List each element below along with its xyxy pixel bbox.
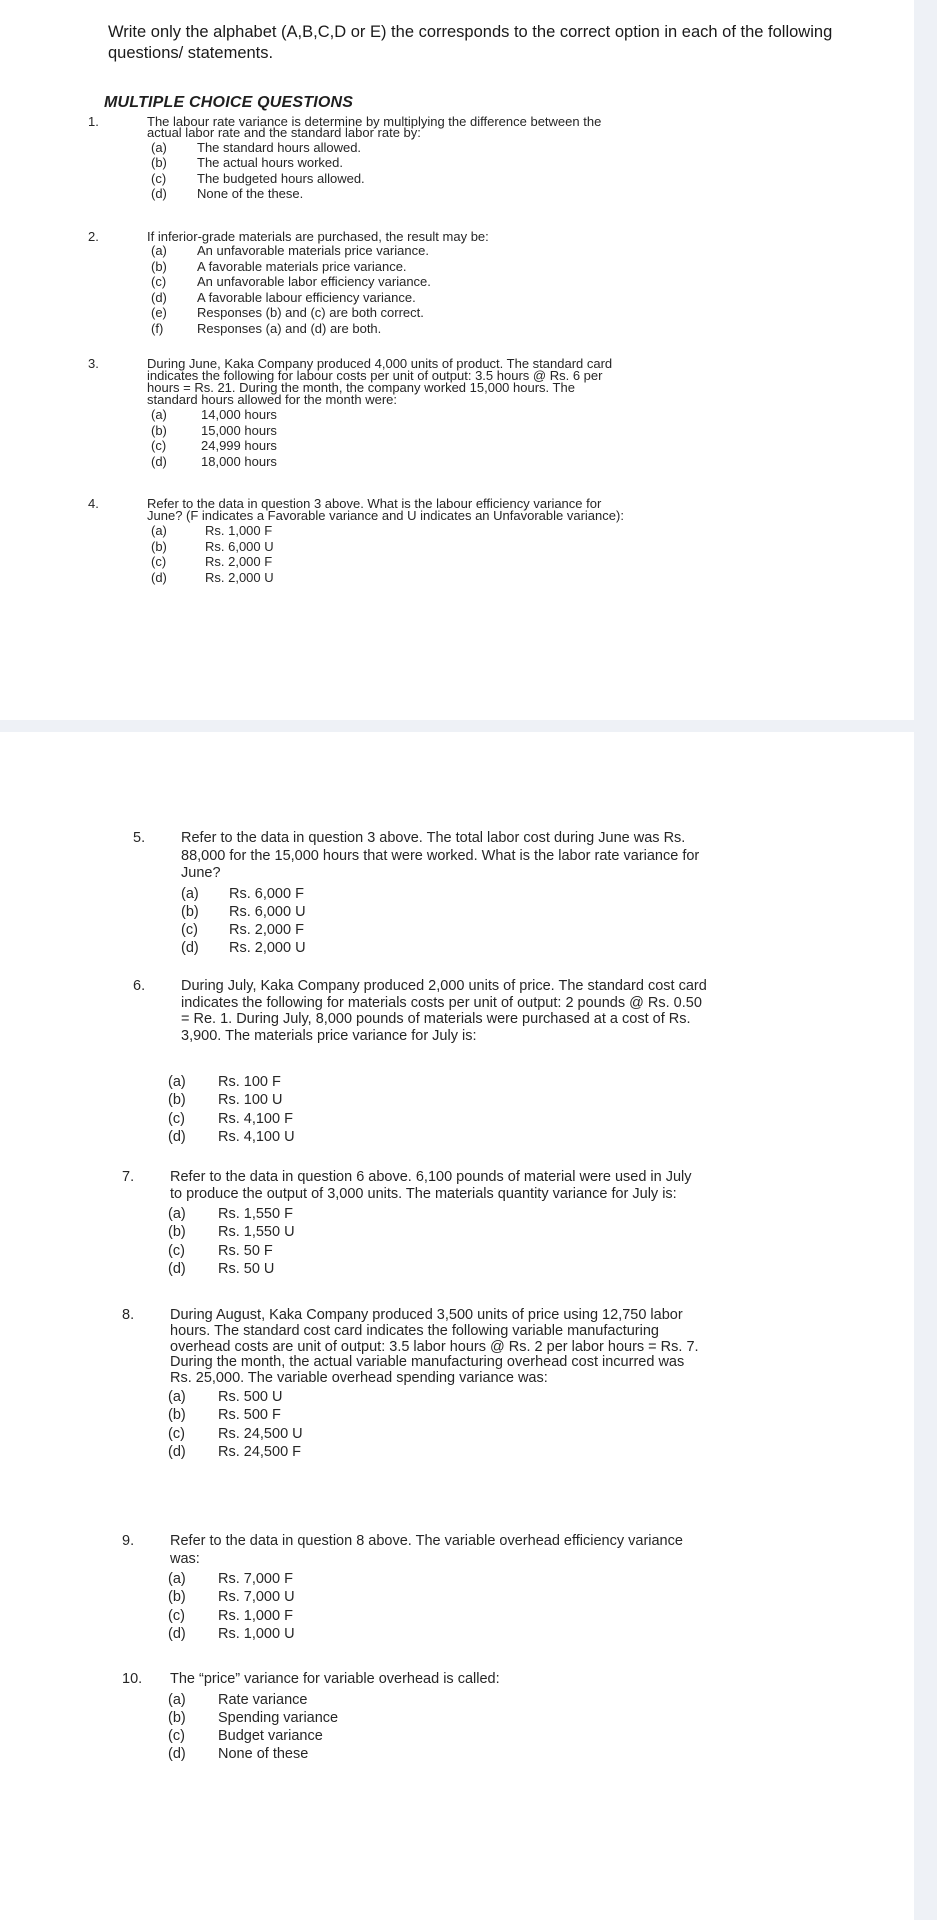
option-text: Spending variance xyxy=(218,1709,339,1726)
question-text-line: 3,900. The materials price variance for July is: xyxy=(181,1027,477,1044)
question-text-line: overhead costs are unit of output: 3.5 labor hours @ Rs. 2 per labor hours = Rs. 7. xyxy=(170,1338,699,1355)
option-text: Rs. 1,000 F xyxy=(218,1607,293,1624)
option-label: (c) xyxy=(151,438,167,453)
question-number: 3. xyxy=(88,356,99,371)
option-text: Rs. 2,000 F xyxy=(229,922,304,939)
question-number: 4. xyxy=(88,496,99,511)
option-label: (a) xyxy=(181,885,199,902)
option-text: Rs. 1,000 F xyxy=(205,523,273,538)
question-text-line: If inferior-grade materials are purchased, the result may be: xyxy=(147,229,489,244)
option-text: Rs. 1,000 U xyxy=(218,1625,295,1642)
option-label: (d) xyxy=(168,1625,186,1642)
option-label: (c) xyxy=(168,1728,185,1745)
option-text: Rs. 7,000 U xyxy=(218,1589,295,1606)
option-text: An unfavorable labor efficiency variance. xyxy=(197,274,431,290)
instructions-header: Write only the alphabet (A,B,C,D or E) the corresponds to the correct option in each of the following questions/ statements. xyxy=(108,23,833,62)
option-label: (f) xyxy=(151,320,164,336)
option-label: (a) xyxy=(151,139,167,155)
option-label: (d) xyxy=(151,186,167,202)
question-text-line: The “price” variance for variable overhead is called: xyxy=(170,1671,500,1687)
option-text: A favorable materials price variance. xyxy=(197,258,407,274)
option-text: The actual hours worked. xyxy=(197,155,343,171)
option-text: Rs. 100 F xyxy=(218,1074,281,1090)
question-text-line: indicates the following for materials costs per unit of output: 2 pounds @ Rs. 0.50 xyxy=(181,994,702,1011)
question-text-line: 88,000 for the 15,000 hours that were worked. What is the labor rate variance for xyxy=(181,847,700,864)
question-number: 2. xyxy=(88,229,99,244)
option-text: Rs. 500 U xyxy=(218,1389,283,1405)
option-label: (d) xyxy=(151,289,167,305)
option-label: (a) xyxy=(168,1389,186,1405)
option-text: 14,000 hours xyxy=(201,407,277,422)
option-text: None of these xyxy=(218,1746,309,1763)
option-text: The standard hours allowed. xyxy=(197,139,362,155)
option-text: Rs. 6,000 U xyxy=(229,903,306,920)
option-label: (c) xyxy=(181,922,198,939)
option-label: (d) xyxy=(168,1128,186,1145)
option-label: (a) xyxy=(151,243,167,259)
option-label: (a) xyxy=(168,1206,186,1222)
scanned-page-1 xyxy=(0,0,914,720)
option-text: Rs. 50 U xyxy=(218,1260,275,1277)
option-label: (b) xyxy=(151,538,167,554)
option-text: Rs. 6,000 F xyxy=(229,885,304,902)
option-text: Rs. 50 F xyxy=(218,1242,273,1259)
question-text-line: hours = Rs. 21. During the month, the company worked 15,000 hours. The xyxy=(147,380,575,395)
option-label: (c) xyxy=(168,1110,185,1127)
option-label: (c) xyxy=(151,554,167,569)
question-number: 6. xyxy=(133,978,146,994)
option-label: (b) xyxy=(151,422,167,438)
option-text: The budgeted hours allowed. xyxy=(197,170,365,186)
option-label: (a) xyxy=(151,523,167,538)
question-text-line: During June, Kaka Company produced 4,000 units of product. The standard card xyxy=(147,356,613,371)
question-text-line: to produce the output of 3,000 units. The materials quantity variance for July is: xyxy=(170,1186,677,1202)
option-text: An unfavorable materials price variance. xyxy=(197,243,429,259)
option-text: Rs. 7,000 F xyxy=(218,1571,293,1587)
scanned-page-2 xyxy=(0,732,914,1920)
question-text-line: During July, Kaka Company produced 2,000 units of price. The standard cost card xyxy=(181,978,707,994)
question-text-line: standard hours allowed for the month were: xyxy=(147,392,398,407)
question-text-line: The labour rate variance is determine by multiplying the difference between the xyxy=(147,114,602,129)
option-label: (b) xyxy=(168,1092,186,1109)
question-number: 5. xyxy=(133,830,146,846)
option-label: (d) xyxy=(181,940,199,957)
question-number: 9. xyxy=(122,1533,135,1549)
question-number: 7. xyxy=(122,1169,135,1185)
option-label: (d) xyxy=(168,1746,186,1763)
question-text-line: June? xyxy=(181,865,221,881)
option-text: 15,000 hours xyxy=(201,422,277,438)
question-text-line: Refer to the data in question 3 above. The total labor cost during June was Rs. xyxy=(181,830,686,846)
question-text-line: Refer to the data in question 3 above. What is the labour efficiency variance for xyxy=(147,496,602,511)
option-label: (b) xyxy=(168,1407,186,1424)
option-label: (c) xyxy=(151,170,167,186)
option-label: (c) xyxy=(168,1425,185,1442)
option-label: (b) xyxy=(168,1709,186,1726)
section-title: MULTIPLE CHOICE QUESTIONS xyxy=(104,94,354,111)
option-text: Rate variance xyxy=(218,1691,308,1708)
option-text: Rs. 2,000 U xyxy=(205,569,274,585)
option-text: 24,999 hours xyxy=(201,438,277,453)
option-text: Responses (b) and (c) are both correct. xyxy=(197,305,424,321)
option-text: A favorable labour efficiency variance. xyxy=(197,289,416,305)
option-label: (a) xyxy=(168,1571,186,1587)
option-text: Responses (a) and (d) are both. xyxy=(197,320,382,336)
option-text: Rs. 6,000 U xyxy=(205,538,274,554)
question-text-line: was: xyxy=(170,1550,200,1567)
option-label: (c) xyxy=(168,1242,185,1259)
option-label: (a) xyxy=(151,407,167,422)
option-text: Rs. 1,550 F xyxy=(218,1206,293,1222)
option-label: (c) xyxy=(151,274,167,290)
question-text-line: hours. The standard cost card indicates the following variable manufacturing xyxy=(170,1322,659,1339)
question-text-line: June? (F indicates a Favorable variance and U indicates an Unfavorable variance): xyxy=(147,508,624,523)
option-text: None of the these. xyxy=(197,186,304,202)
option-text: Rs. 1,550 U xyxy=(218,1224,295,1241)
question-text-line: During the month, the actual variable manufacturing overhead cost incurred was xyxy=(170,1354,685,1371)
option-label: (a) xyxy=(168,1691,186,1708)
question-number: 1. xyxy=(88,114,99,129)
question-text-line: = Re. 1. During July, 8,000 pounds of materials were purchased at a cost of Rs. xyxy=(181,1011,691,1027)
option-label: (c) xyxy=(168,1607,185,1624)
option-text: Rs. 2,000 F xyxy=(205,554,273,569)
option-label: (d) xyxy=(151,569,167,585)
option-label: (b) xyxy=(151,258,167,274)
option-text: Rs. 24,500 F xyxy=(218,1443,302,1460)
option-label: (d) xyxy=(151,453,167,469)
question-text-line: actual labor rate and the standard labor rate by: xyxy=(147,125,421,141)
question-text-line: Rs. 25,000. The variable overhead spending variance was: xyxy=(170,1370,548,1387)
option-label: (b) xyxy=(168,1589,186,1606)
question-text-line: indicates the following for labour costs per unit of output: 3.5 hours @ Rs. 6 per xyxy=(147,368,603,383)
option-label: (b) xyxy=(168,1224,186,1241)
option-text: Rs. 4,100 U xyxy=(218,1128,295,1145)
option-text: 18,000 hours xyxy=(201,453,277,469)
option-text: Rs. 100 U xyxy=(218,1092,283,1109)
question-number: 10. xyxy=(122,1671,143,1687)
question-text-line: Refer to the data in question 8 above. The variable overhead efficiency variance xyxy=(170,1533,683,1549)
option-text: Rs. 500 F xyxy=(218,1407,281,1424)
option-label: (b) xyxy=(181,903,199,920)
question-text-line: During August, Kaka Company produced 3,500 units of price using 12,750 labor xyxy=(170,1307,683,1323)
option-label: (e) xyxy=(151,305,167,321)
option-text: Rs. 24,500 U xyxy=(218,1425,303,1442)
option-label: (d) xyxy=(168,1260,186,1277)
option-label: (b) xyxy=(151,155,167,171)
question-number: 8. xyxy=(122,1307,135,1323)
question-text-line: Refer to the data in question 6 above. 6,100 pounds of material were used in July xyxy=(170,1169,692,1185)
option-text: Rs. 4,100 F xyxy=(218,1110,293,1127)
option-label: (d) xyxy=(168,1443,186,1460)
option-label: (a) xyxy=(168,1074,186,1090)
option-text: Rs. 2,000 U xyxy=(229,940,306,957)
option-text: Budget variance xyxy=(218,1728,323,1745)
